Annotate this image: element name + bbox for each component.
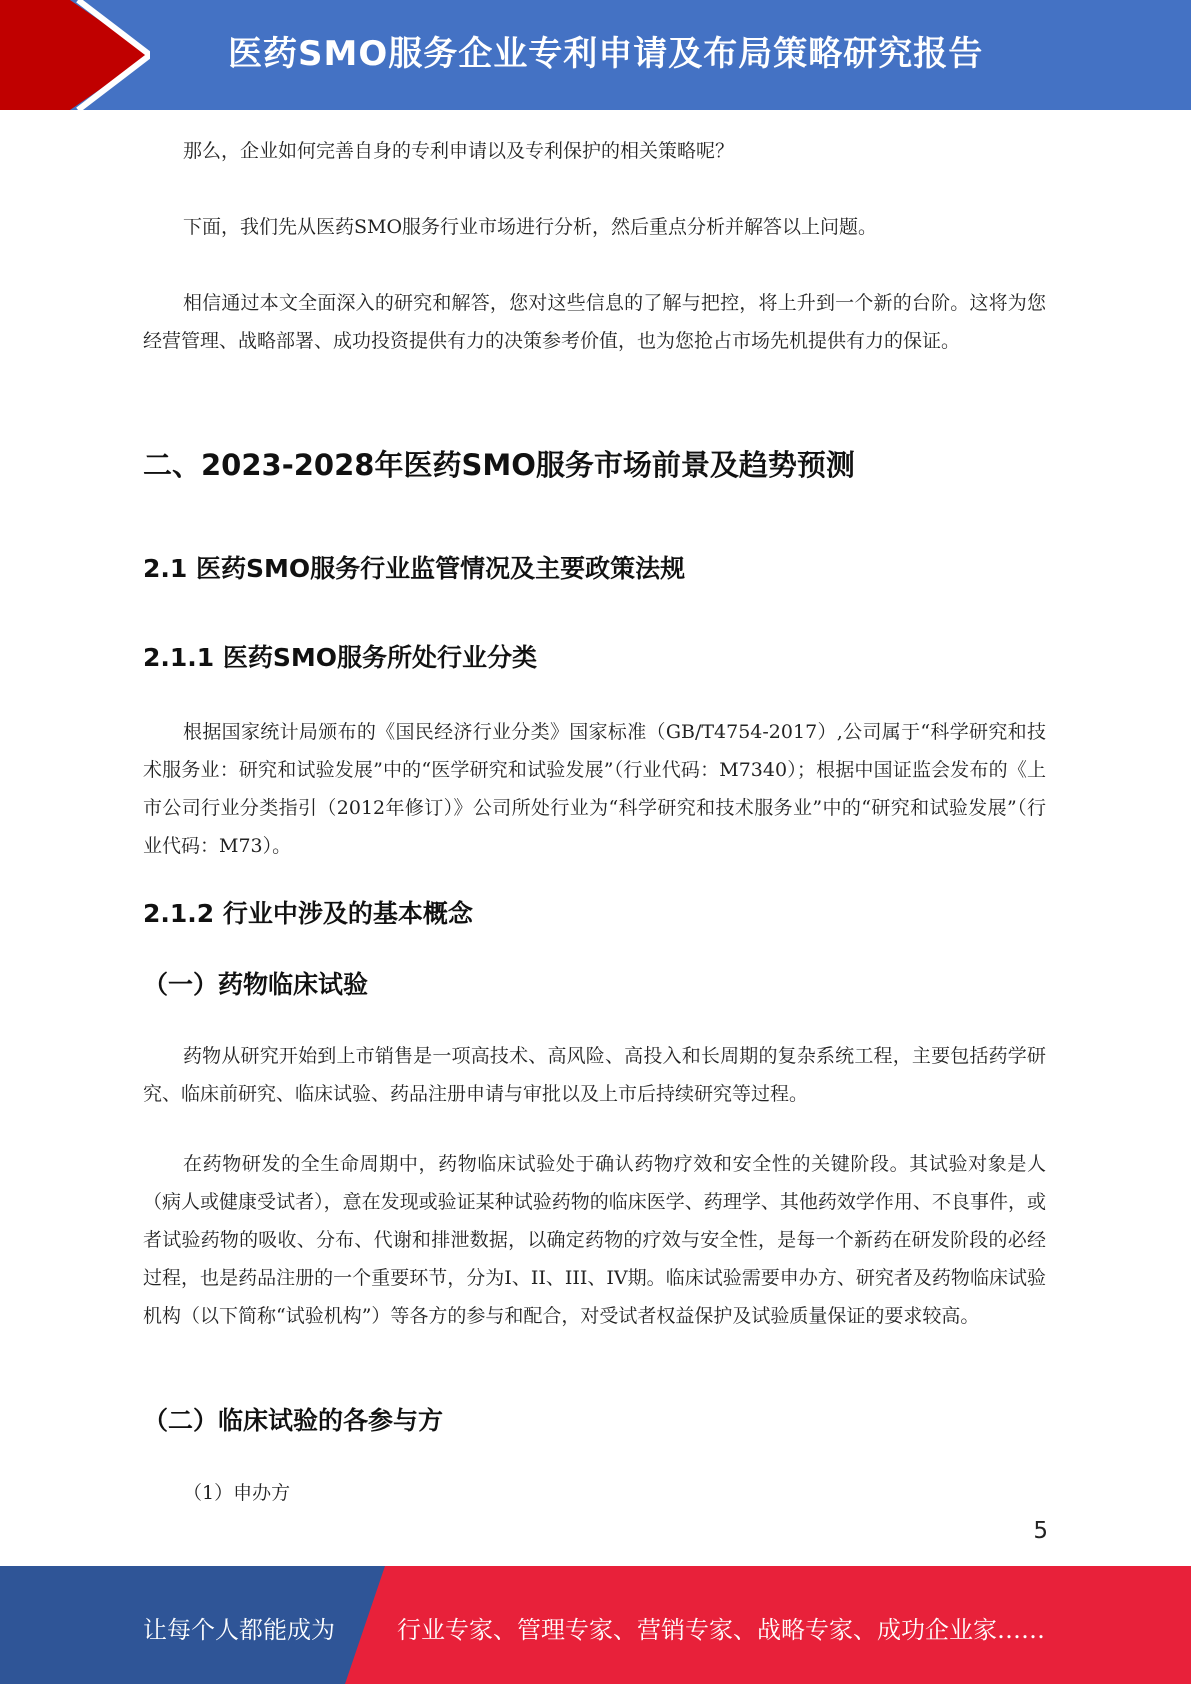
header-banner — [0, 0, 1191, 110]
footer-banner — [0, 1566, 1191, 1684]
section-heading: 二、2023-2028年医药SMO服务市场前景及趋势预测 — [143, 448, 855, 482]
paragraph: 根据国家统计局颁布的《国民经济行业分类》国家标准（GB/T4754-2017）,公司属于“科学研究和技术服务业：研究和试验发展”中的“医学研究和试验发展”（行业代码：M7340）；根据中国证监会发布的《上市公司行业分类指引（2012年修订）》公司所处行业为“科学研究和技术服务业”中的“研究和试验发展”（行业代码：M73）。 — [143, 721, 1046, 857]
subsection-heading: （一）药物临床试验 — [143, 970, 369, 999]
footer-slogan-right: 行业专家、管理专家、营销专家、战略专家、成功企业家…… — [397, 1616, 1045, 1644]
paragraph: （1）申办方 — [183, 1482, 291, 1504]
paragraph: 药物从研究开始到上市销售是一项高技术、高风险、高投入和长周期的复杂系统工程，主要包括药学研究、临床前研究、临床试验、药品注册申请与审批以及上市后持续研究等过程。 — [143, 1045, 1046, 1105]
subsection-heading: 2.1.1 医药SMO服务所处行业分类 — [143, 643, 538, 672]
subsection-heading: （二）临床试验的各参与方 — [143, 1406, 444, 1435]
page-number: 5 — [1033, 1518, 1048, 1544]
paragraph: 那么，企业如何完善自身的专利申请以及专利保护的相关策略呢？ — [183, 140, 735, 162]
footer-slogan-left: 让每个人都能成为 — [143, 1616, 335, 1644]
report-title: 医药SMO服务企业专利申请及布局策略研究报告 — [228, 34, 984, 74]
paragraph: 相信通过本文全面深入的研究和解答，您对这些信息的了解与把控，将上升到一个新的台阶。这将为您经营管理、战略部署、成功投资提供有力的决策参考价值，也为您抢占市场先机提供有力的保证。 — [143, 292, 1046, 352]
paragraph: 下面，我们先从医药SMO服务行业市场进行分析，然后重点分析并解答以上问题。 — [183, 216, 878, 238]
subsection-heading: 2.1.2 行业中涉及的基本概念 — [143, 899, 473, 928]
paragraph: 在药物研发的全生命周期中，药物临床试验处于确认药物疗效和安全性的关键阶段。其试验对象是人（病人或健康受试者），意在发现或验证某种试验药物的临床医学、药理学、其他药效学作用、不良事件，或者试验药物的吸收、分布、代谢和排泄数据，以确定药物的疗效与安全性，是每一个新药在研发阶段的必经过程，也是药品注册的一个重要环节，分为I、II、III、IV期。临床试验需要申办方、研究者及药物临床试验机构（以下简称“试验机构”）等各方的参与和配合，对受试者权益保护及试验质量保证的要求较高。 — [143, 1153, 1046, 1327]
subsection-heading: 2.1 医药SMO服务行业监管情况及主要政策法规 — [143, 554, 686, 583]
header-arrow-decoration — [0, 0, 150, 110]
